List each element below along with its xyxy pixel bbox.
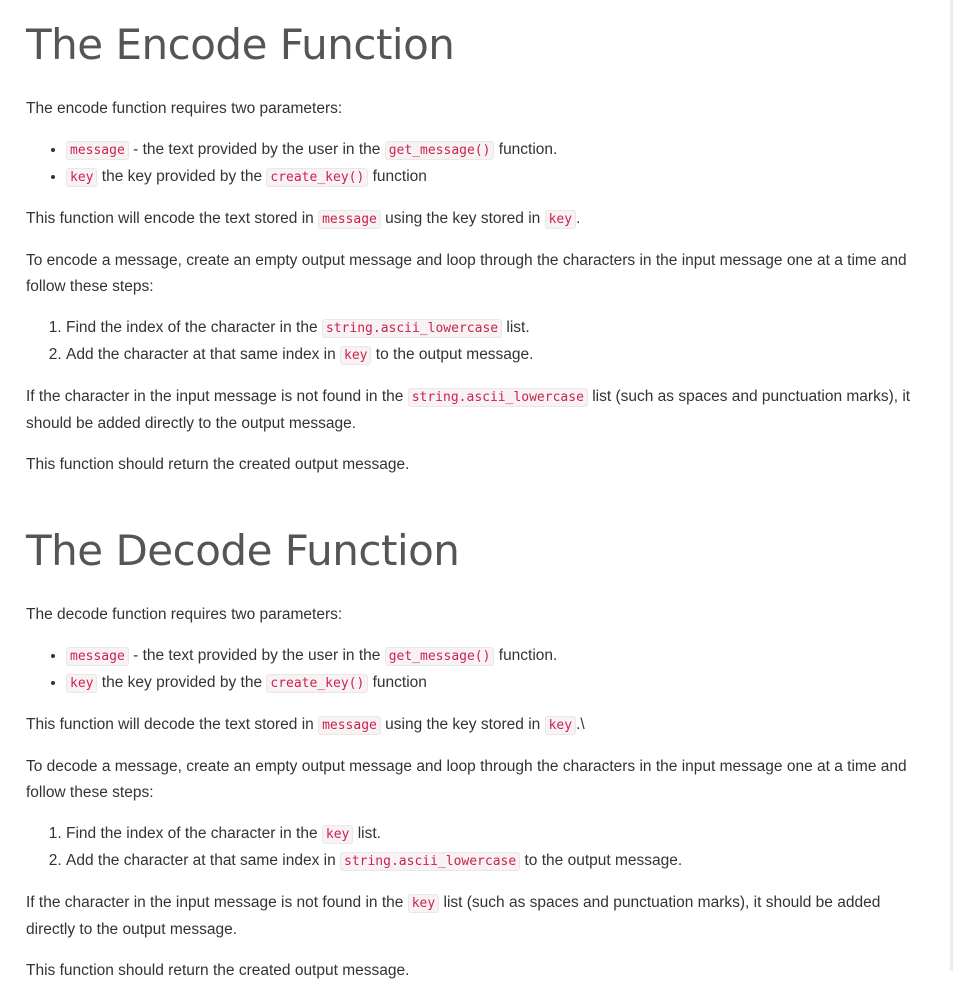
- encode-step: 2. Add the character at that same index in key to the output message.: [66, 342, 926, 369]
- inline-code: key: [545, 716, 576, 735]
- inline-code: key: [322, 825, 353, 844]
- inline-code: message: [318, 716, 381, 735]
- decode-param-key: • key the key provided by the create_key() function: [66, 670, 926, 697]
- inline-code: string.ascii_lowercase: [340, 852, 520, 871]
- inline-code: message: [318, 210, 381, 229]
- decode-process: To decode a message, create an empty output message and loop through the characters in the input message one at a time and follow these steps:: [26, 758, 907, 801]
- encode-param-message: • message - the text provided by the user in the get_message() function.: [66, 137, 926, 164]
- decode-step: 1. Find the index of the character in the key list.: [66, 821, 926, 848]
- inline-code: get_message(): [385, 141, 495, 160]
- decode-intro: The decode function requires two parameters:: [26, 606, 343, 623]
- document-body: [26, 0, 926, 999]
- encode-notfound: If the character in the input message is not found in the string.ascii_lowercase list (such as spaces and punctuation marks), it should be added directly to the output message.: [26, 388, 911, 432]
- inline-code: key: [66, 168, 97, 187]
- decode-title: The Decode Function: [26, 526, 460, 575]
- inline-code: message: [66, 141, 129, 160]
- decode-notfound: If the character in the input message is not found in the key list (such as spaces and punctuation marks), it should be added directly to the output message.: [26, 894, 881, 938]
- encode-step: 1. Find the index of the character in the string.ascii_lowercase list.: [66, 315, 926, 342]
- inline-code: create_key(): [266, 674, 368, 693]
- inline-code: key: [340, 346, 371, 365]
- encode-params-list: [26, 137, 926, 191]
- encode-intro: The encode function requires two parameters:: [26, 100, 343, 117]
- encode-section: [26, 20, 926, 478]
- decode-description: This function will decode the text stored in message using the key stored in key .\: [26, 716, 585, 733]
- encode-steps-list: [26, 315, 926, 369]
- decode-params-list: [26, 643, 926, 697]
- decode-section: [26, 526, 926, 984]
- encode-param-key: • key the key provided by the create_key() function: [66, 164, 926, 191]
- inline-code: get_message(): [385, 647, 495, 666]
- inline-code: key: [545, 210, 576, 229]
- inline-code: string.ascii_lowercase: [408, 388, 588, 407]
- inline-code: key: [408, 894, 439, 913]
- encode-process: To encode a message, create an empty output message and loop through the characters in the input message one at a time and follow these steps:: [26, 252, 907, 295]
- encode-title: The Encode Function: [26, 20, 455, 69]
- decode-step: 2. Add the character at that same index in string.ascii_lowercase to the output message.: [66, 848, 926, 875]
- encode-description: This function will encode the text stored in message using the key stored in key .: [26, 210, 581, 227]
- inline-code: create_key(): [266, 168, 368, 187]
- inline-code: message: [66, 647, 129, 666]
- inline-code: key: [66, 674, 97, 693]
- decode-return: This function should return the created output message.: [26, 962, 410, 979]
- inline-code: string.ascii_lowercase: [322, 319, 502, 338]
- encode-return: This function should return the created output message.: [26, 456, 410, 473]
- decode-steps-list: [26, 821, 926, 875]
- decode-param-message: • message - the text provided by the user in the get_message() function.: [66, 643, 926, 670]
